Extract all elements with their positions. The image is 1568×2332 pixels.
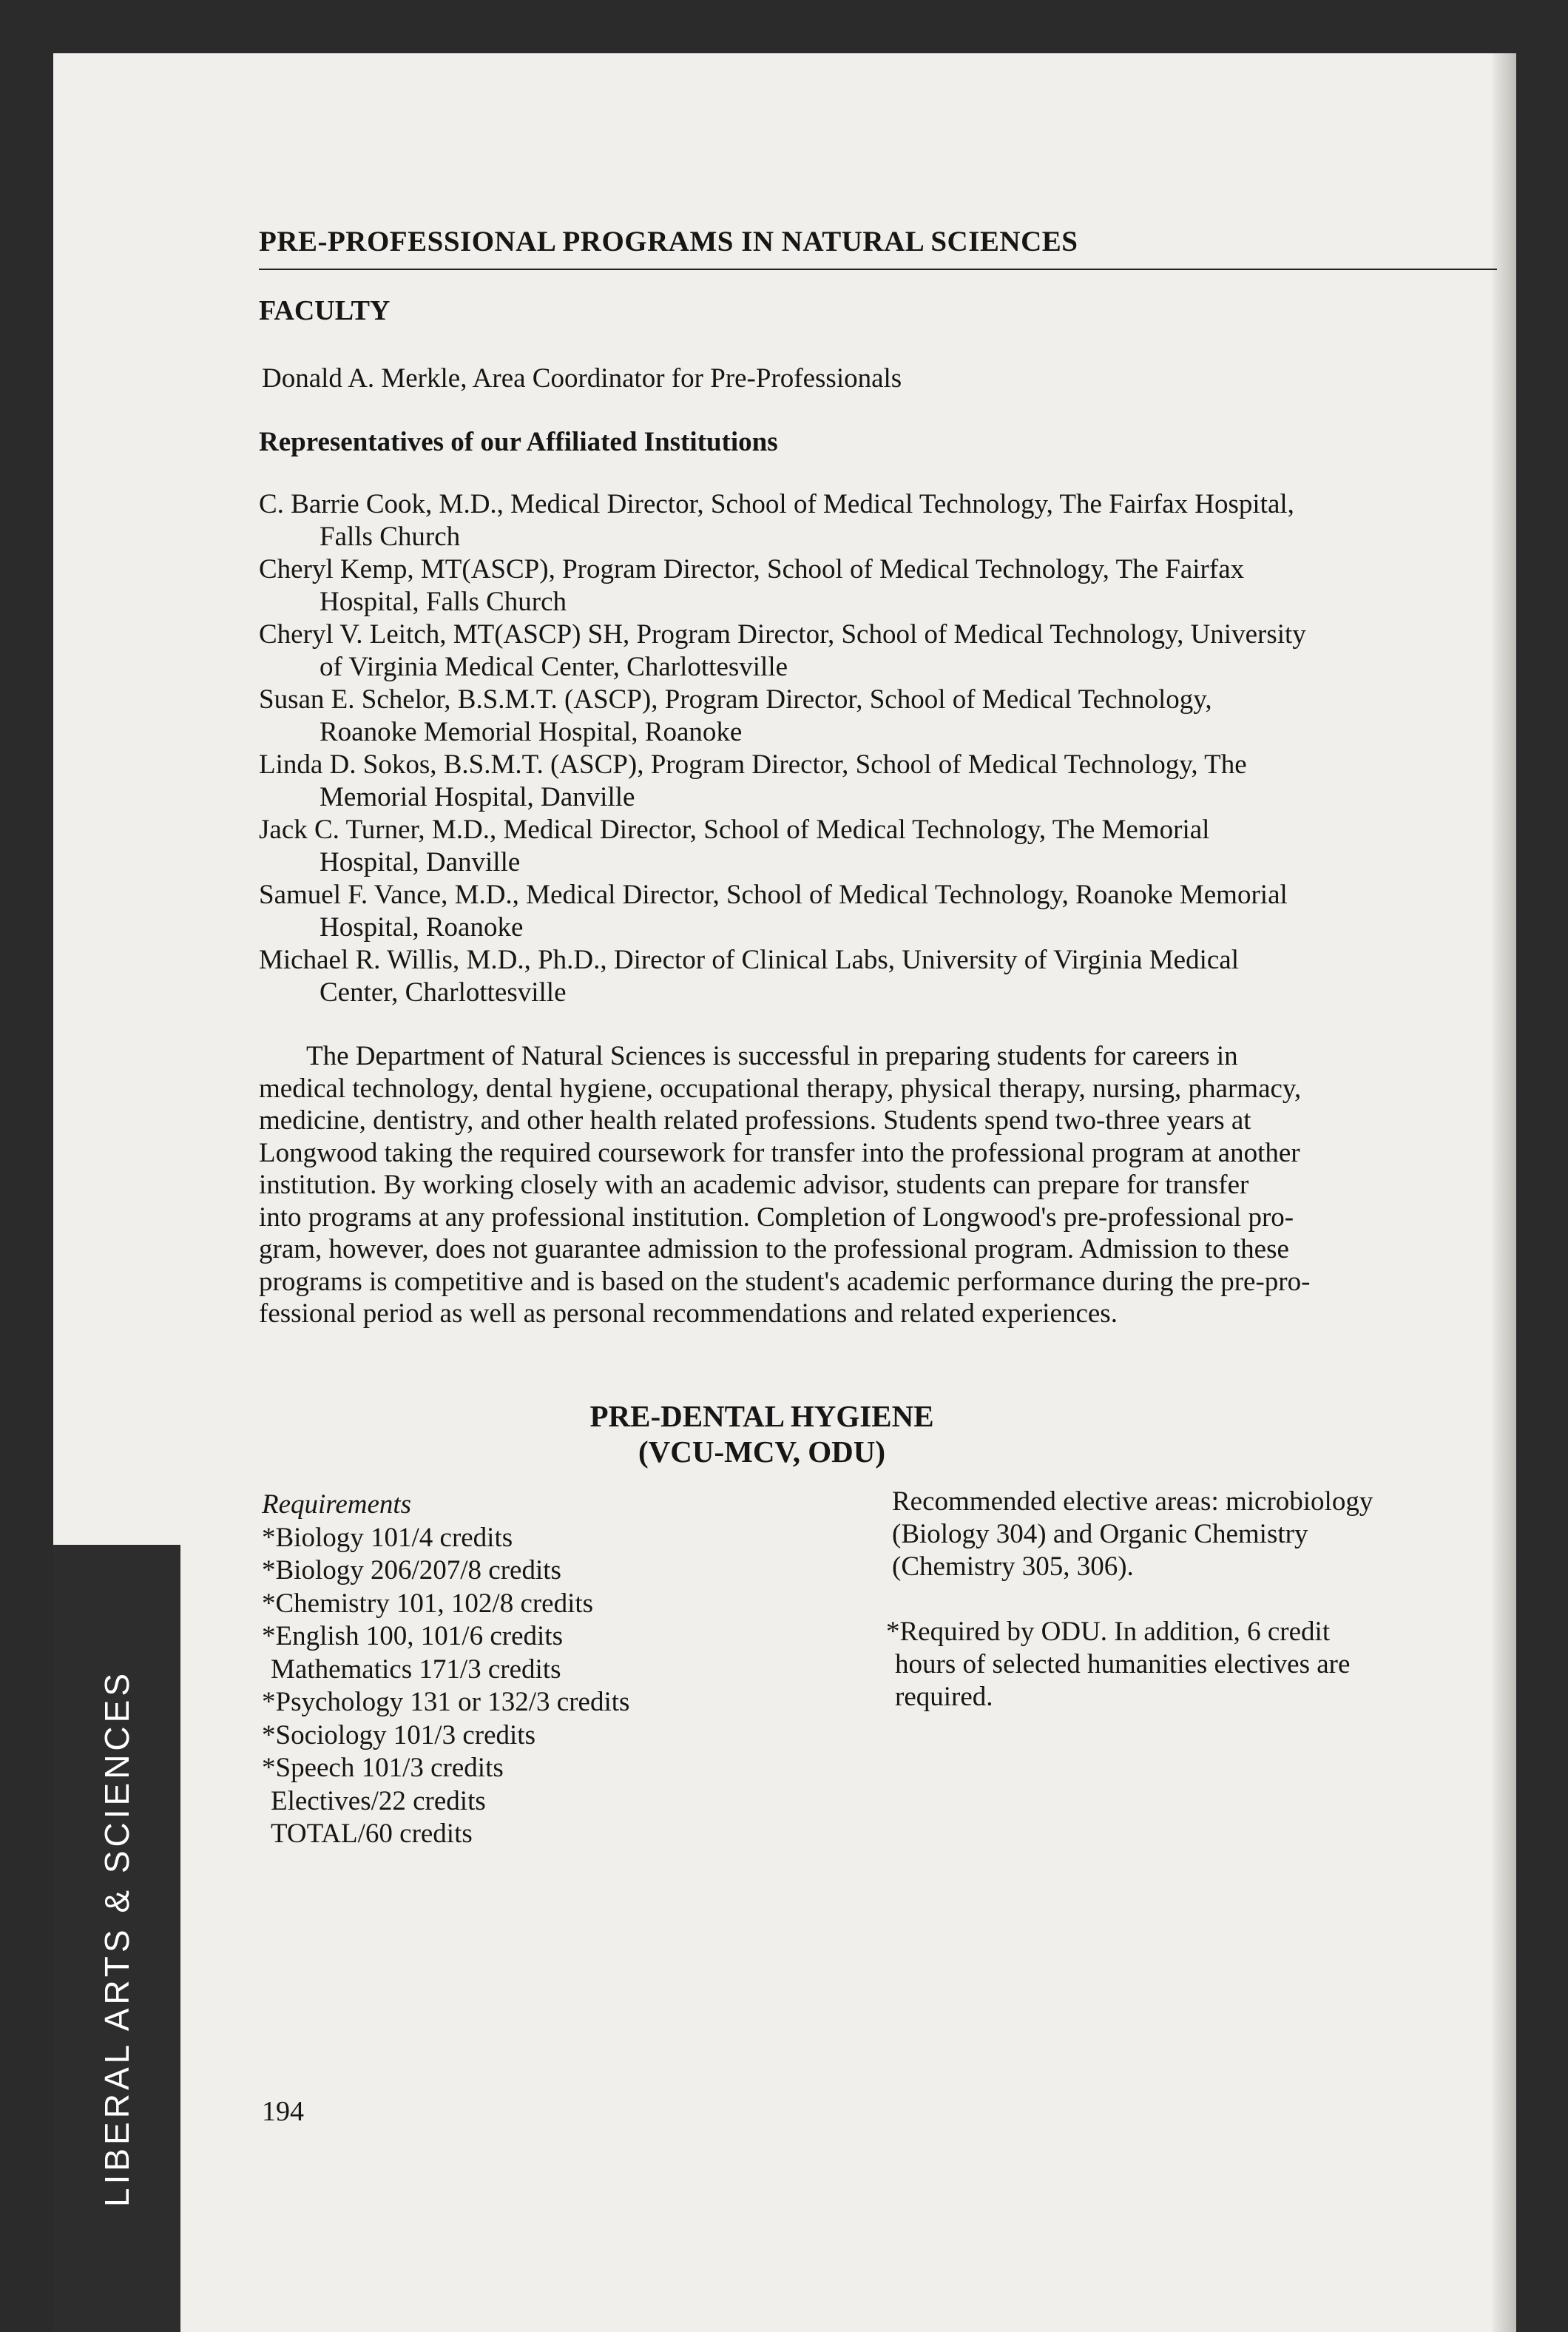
side-tab-label: LIBERAL ARTS & SCIENCES <box>98 1669 136 2208</box>
representative-entry <box>259 488 1442 553</box>
affiliated-heading: Representatives of our Affiliated Institutions <box>259 427 778 457</box>
representative-line: Michael R. Willis, M.D., Ph.D., Director of Clinical Labs, University of Virginia Medical <box>259 945 1240 975</box>
dental-notes <box>886 1486 1507 1713</box>
representative-entry <box>259 944 1442 1009</box>
representative-line-cont: Center, Charlottesville <box>320 977 567 1008</box>
odu-note-line: required. <box>895 1682 993 1712</box>
representative-line: Cheryl Kemp, MT(ASCP), Program Director, School of Medical Technology, The Fairfax <box>259 554 1245 584</box>
page-number: 194 <box>262 2096 304 2127</box>
odu-note-line: hours of selected humanities electives are <box>895 1649 1351 1679</box>
requirements-list <box>262 1489 629 1851</box>
requirement-item: *English 100, 101/6 credits <box>262 1621 563 1651</box>
paragraph-line: medicine, dentistry, and other health related professions. Students spend two-three years at <box>259 1105 1251 1136</box>
requirement-item: *Biology 101/4 credits <box>262 1522 513 1553</box>
title-rule <box>259 269 1497 270</box>
representative-line-cont: Falls Church <box>320 522 461 552</box>
requirement-item: Mathematics 171/3 credits <box>271 1654 561 1685</box>
paragraph-line: programs is competitive and is based on the student's academic performance during the pre-pro- <box>259 1266 1311 1297</box>
representative-line: Susan E. Schelor, B.S.M.T. (ASCP), Program Director, School of Medical Technology, <box>259 684 1212 715</box>
paragraph-line: fessional period as well as personal recommendations and related experiences. <box>259 1298 1118 1329</box>
page-binding-shadow <box>1493 53 1516 2332</box>
representative-line: C. Barrie Cook, M.D., Medical Director, School of Medical Technology, The Fairfax Hospital, <box>259 489 1294 519</box>
requirements-title: Requirements <box>262 1489 412 1520</box>
representative-line-cont: of Virginia Medical Center, Charlottesville <box>320 652 788 682</box>
elective-note-line: Recommended elective areas: microbiology <box>892 1486 1373 1517</box>
faculty-heading: FACULTY <box>259 295 391 326</box>
representative-line-cont: Memorial Hospital, Danville <box>320 782 635 812</box>
elective-note-line: (Chemistry 305, 306). <box>892 1551 1134 1582</box>
dental-heading-line2: (VCU-MCV, ODU) <box>638 1435 886 1469</box>
section-side-tab <box>53 1545 180 2332</box>
representative-entry <box>259 553 1442 619</box>
representative-entry <box>259 879 1442 944</box>
elective-note-line: (Biology 304) and Organic Chemistry <box>892 1519 1308 1549</box>
requirement-item: *Biology 206/207/8 credits <box>262 1555 561 1585</box>
paragraph-line: gram, however, does not guarantee admission to the professional program. Admission to these <box>259 1234 1289 1264</box>
representative-line-cont: Roanoke Memorial Hospital, Roanoke <box>320 717 743 747</box>
requirement-item: *Speech 101/3 credits <box>262 1753 504 1783</box>
odu-note-line: *Required by ODU. In addition, 6 credit <box>886 1617 1331 1647</box>
dental-heading-line1: PRE-DENTAL HYGIENE <box>589 1399 934 1433</box>
representative-line-cont: Hospital, Danville <box>320 847 521 877</box>
representative-line: Linda D. Sokos, B.S.M.T. (ASCP), Program Director, School of Medical Technology, The <box>259 749 1247 780</box>
requirement-item: Electives/22 credits <box>271 1785 486 1816</box>
representative-line: Samuel F. Vance, M.D., Medical Director, School of Medical Technology, Roanoke Memorial <box>259 880 1288 910</box>
paragraph-line: into programs at any professional institution. Completion of Longwood's pre-professional pro- <box>259 1202 1294 1233</box>
coordinator-line: Donald A. Merkle, Area Coordinator for Pre-Professionals <box>262 363 902 394</box>
representative-entry <box>259 814 1442 879</box>
requirement-item: *Sociology 101/3 credits <box>262 1719 535 1750</box>
paragraph-line: institution. By working closely with an academic advisor, students can prepare for transfer <box>259 1170 1249 1200</box>
representative-entry <box>259 684 1442 749</box>
representative-line: Jack C. Turner, M.D., Medical Director, School of Medical Technology, The Memorial <box>259 815 1210 845</box>
department-description <box>259 1040 1442 1330</box>
representative-line-cont: Hospital, Roanoke <box>320 912 524 943</box>
requirement-item: TOTAL/60 credits <box>271 1819 473 1849</box>
representative-line: Cheryl V. Leitch, MT(ASCP) SH, Program Director, School of Medical Technology, University <box>259 619 1306 650</box>
paragraph-line: medical technology, dental hygiene, occupational therapy, physical therapy, nursing, pharmacy, <box>259 1073 1302 1104</box>
page-title: PRE-PROFESSIONAL PROGRAMS IN NATURAL SCIENCES <box>259 226 1078 257</box>
representative-entry <box>259 619 1442 684</box>
representative-entry <box>259 749 1442 814</box>
paragraph-line: The Department of Natural Sciences is successful in preparing students for careers in <box>306 1041 1238 1071</box>
representative-line-cont: Hospital, Falls Church <box>320 587 567 617</box>
requirement-item: *Chemistry 101, 102/8 credits <box>262 1588 594 1619</box>
requirement-item: *Psychology 131 or 132/3 credits <box>262 1687 630 1717</box>
paragraph-line: Longwood taking the required coursework for transfer into the professional program at another <box>259 1137 1300 1168</box>
catalog-page <box>53 53 1516 2332</box>
